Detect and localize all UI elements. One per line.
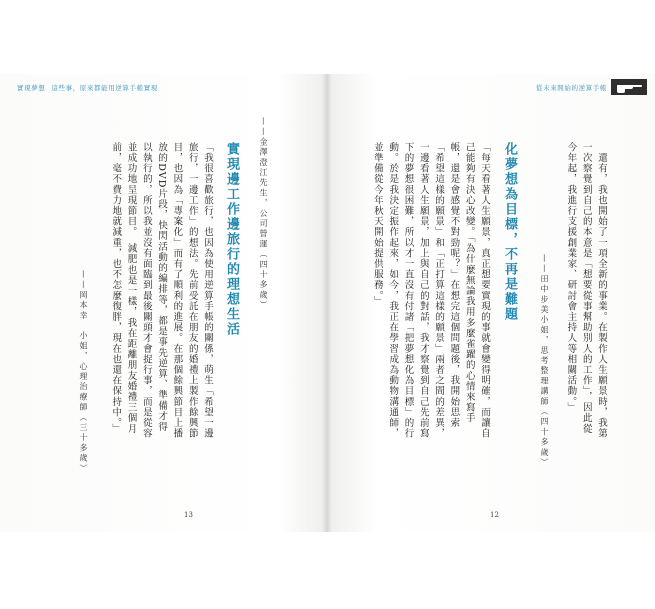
running-header-left xyxy=(17,83,158,92)
left-page xyxy=(0,74,327,532)
paragraph: 持人等相關活動。」 xyxy=(565,322,577,413)
paragraph: 這個問題後，我開始思索「希望這樣的願景」和「正打算這樣的願景」兩者之間的差 xyxy=(433,142,460,429)
attribution-okamoto: ——岡本幸 小姐，心理治療師（三十多歲） xyxy=(79,270,88,474)
running-header-right: 從未來開始的逆算手帳 xyxy=(536,84,607,92)
page-number-right: 12 xyxy=(490,511,499,519)
paragraph: 「每天看著人生願景，真正想要實現的事就會變得明確，而讓自己能夠有決心改 xyxy=(463,142,490,439)
pointing-hand-icon xyxy=(611,77,647,97)
attribution-tanaka: ——田中步美小姐，思考整理講師（四十多歲） xyxy=(540,254,549,469)
paragraph: 減肥也是一樣，我在距離朋友婚禮三個月前，毫不費力地就減重，也不怎麼復 xyxy=(110,142,137,435)
paragraph: 還有，我也開始了一項全新的事業。在製作人生願景時，我第一次察覺到自己的 xyxy=(580,142,607,439)
section-heading-goals: 化夢想為目標，不再是難題 xyxy=(502,142,517,322)
paragraph: 「我很喜歡旅行，也因為使用逆算手帳的關係，萌生「希望一邊旅行，一邊工 xyxy=(186,142,213,439)
body-text-block xyxy=(95,142,215,442)
header-title: 這些事，原來都能用逆算手帳實現 xyxy=(51,84,158,92)
book-gutter xyxy=(322,74,332,532)
attribution-kanazawa: ——金澤澄江先生，公司營運（四十多歲） xyxy=(259,117,268,311)
section-heading-travel: 實現邊工作邊旅行的理想生活 xyxy=(224,142,239,337)
paragraph: 作」的想法。先前受託在朋友的婚禮上製作餘興節目，也因為「專案化」而有了順 xyxy=(171,142,198,439)
paragraph: 地呈現節目。 xyxy=(125,173,137,233)
paragraph: 胖，現在也還在保持中。」 xyxy=(110,311,122,435)
book-spread xyxy=(0,74,655,532)
paragraph: 今，我正在學習成為動物溝通師，並準備從今年秋天開始提供服務。」 xyxy=(371,142,399,439)
page-number-left: 13 xyxy=(184,511,193,519)
paragraph: 困難，所以才一直沒有付諸「把夢想化為目標」的行動。於是我決定振作起來，如 xyxy=(387,142,414,439)
body-text-block xyxy=(371,142,492,442)
intro-text-block xyxy=(559,142,609,442)
paragraph: 本意是「想要從事幫助別人的工作」，因此從今年起，我進行支援創業家、研討會主 xyxy=(565,142,592,435)
paragraph: 異，一邊看著人生願景，加上與自己的對話，我才察覺到自己先前寫下的夢想很 xyxy=(402,142,445,439)
header-label: 實現夢想 xyxy=(17,84,46,92)
right-page xyxy=(327,74,655,532)
paragraph: 變。「為什麼無論我用多麼雀躍的心情來寫手帳，還是會感覺不對勁呢？」在想完 xyxy=(448,142,475,424)
paragraph: 利的進展。在那個餘興節目上播放的DVD片段，快閃活動的編排等，都是事先逆 xyxy=(156,142,183,439)
paragraph: 算、準備才得以執行的，所以我並沒有面臨到最後關頭才會捉行事，而是從容並成功 xyxy=(125,142,168,439)
